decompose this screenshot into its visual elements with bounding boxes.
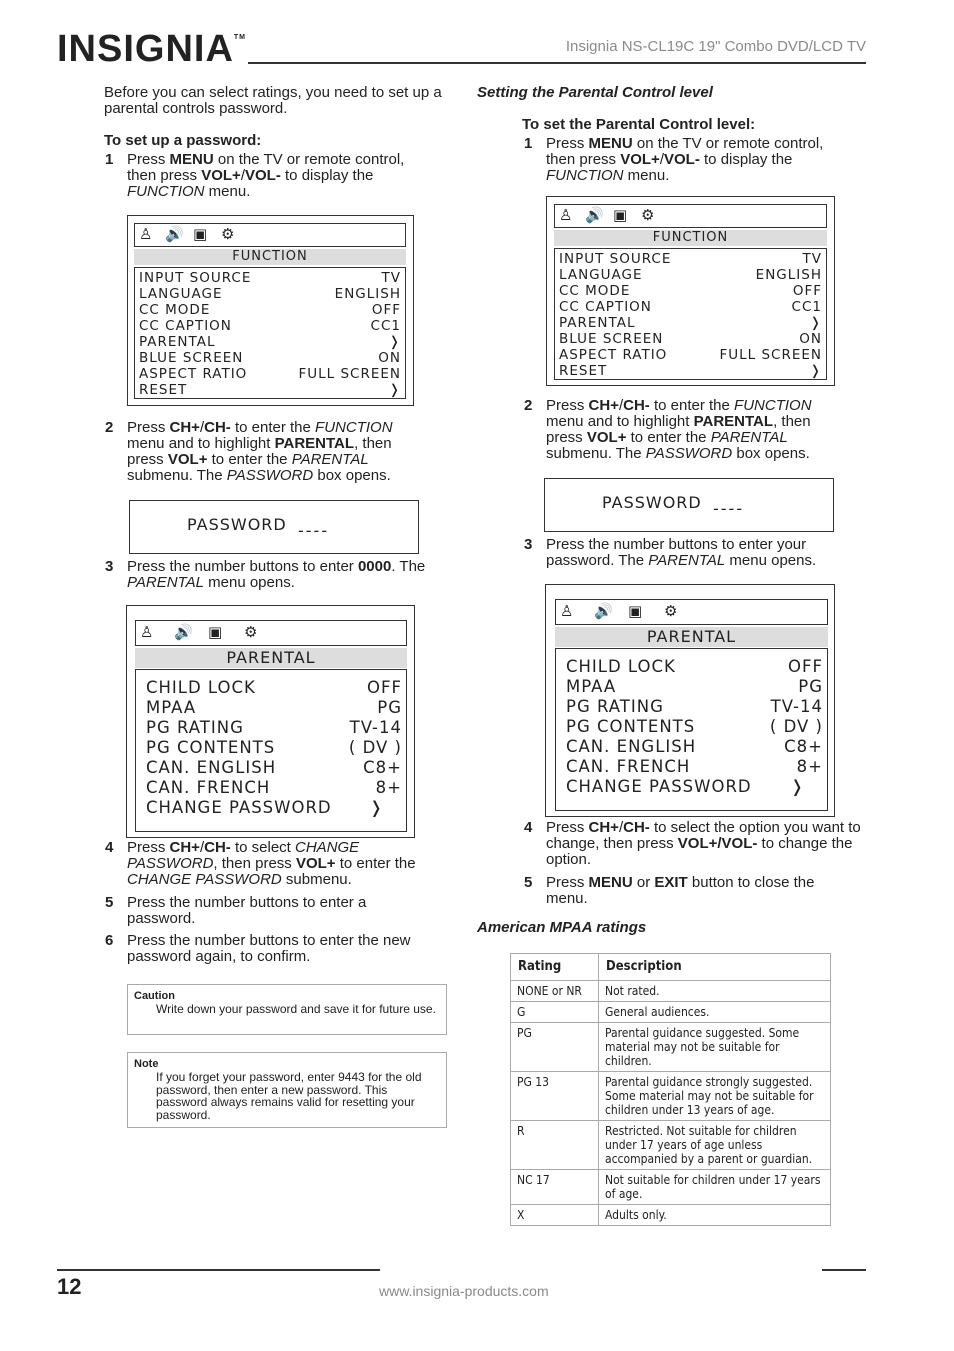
caution-box: Caution Write down your password and save it for future use.	[127, 984, 447, 1035]
password-subhead: To set up a password:	[104, 132, 262, 149]
rating-cell: G	[511, 1002, 599, 1023]
chevron-right-icon: ❭	[790, 777, 805, 796]
description-cell: Not rated.	[599, 981, 831, 1002]
speaker-icon: 🔊	[165, 225, 184, 243]
table-row	[511, 981, 831, 1002]
table-row	[511, 1002, 831, 1023]
setup-icon: ⚙	[641, 206, 655, 224]
speaker-icon: 🔊	[585, 206, 604, 224]
person-icon: ♙	[559, 206, 573, 224]
table-row	[511, 1205, 831, 1226]
description-cell: Not suitable for children under 17 years of age.	[599, 1170, 831, 1205]
parental-menu-left	[126, 605, 415, 838]
parental-title: PARENTAL	[555, 627, 828, 647]
chevron-right-icon: ❭	[388, 334, 401, 350]
setup-icon: ⚙	[244, 623, 258, 641]
note-box: Note If you forget your password, enter 9443 for the old password, then enter a new password. This password always remains valid for resetting your password.	[127, 1052, 447, 1128]
menu-icon-bar	[555, 599, 828, 625]
menu-icon-bar	[135, 620, 407, 646]
table-row	[511, 1023, 831, 1072]
mpaa-ratings-table	[510, 953, 831, 1226]
chevron-right-icon: ❭	[369, 798, 384, 817]
person-icon: ♙	[139, 225, 153, 243]
speaker-icon: 🔊	[174, 623, 193, 641]
function-menu-right	[546, 196, 835, 386]
menu-icon-bar	[554, 204, 827, 228]
password-box-left[interactable]: PASSWORD ----	[129, 500, 419, 554]
rating-cell: PG	[511, 1023, 599, 1072]
col-header-rating: Rating	[511, 954, 599, 981]
description-cell: Restricted. Not suitable for children under 17 years of age unless accompanied by a parent or guardian.	[599, 1121, 831, 1170]
function-title: FUNCTION	[134, 249, 406, 265]
rating-cell: PG 13	[511, 1072, 599, 1121]
function-title: FUNCTION	[554, 230, 827, 246]
parental-level-heading: Setting the Parental Control level	[477, 84, 713, 101]
rating-cell: X	[511, 1205, 599, 1226]
table-row	[511, 1072, 831, 1121]
rating-cell: NC 17	[511, 1170, 599, 1205]
picture-icon: ▣	[208, 623, 223, 641]
menu-icon-bar	[134, 223, 406, 247]
description-cell: Adults only.	[599, 1205, 831, 1226]
intro-text: Before you can select ratings, you need to set up a parental controls password.	[104, 84, 442, 117]
parental-title: PARENTAL	[135, 648, 407, 668]
picture-icon: ▣	[193, 225, 208, 243]
picture-icon: ▣	[628, 602, 643, 620]
parental-list: CHILD LOCK OFF MPAA PG PG RATING TV-14 PG CONTENTS ( DV ) CAN. ENGLISH C8+ CAN. FRENCH 8+ CHANGE PASSWORD ❭	[135, 669, 407, 832]
chevron-right-icon: ❭	[809, 363, 822, 379]
description-cell: Parental guidance strongly suggested. Some material may not be suitable for children under 13 years of age.	[599, 1072, 831, 1121]
footer-url[interactable]: www.insignia-products.com	[379, 1283, 549, 1299]
mpaa-heading: American MPAA ratings	[477, 919, 647, 936]
page-number: 12	[57, 1274, 82, 1299]
function-menu-left	[127, 215, 414, 406]
parental-level-subhead: To set the Parental Control level:	[522, 116, 756, 133]
description-cell: General audiences.	[599, 1002, 831, 1023]
table-row	[511, 1121, 831, 1170]
function-list: INPUT SOURCE TV LANGUAGE ENGLISH CC MODE OFF CC CAPTION CC1 PARENTAL ❭ BLUE SCREEN ON ASPECT RATIO FULL SCREEN RESET ❭	[554, 248, 827, 380]
chevron-right-icon: ❭	[388, 382, 401, 398]
rating-cell: R	[511, 1121, 599, 1170]
table-row	[511, 1170, 831, 1205]
rating-cell: NONE or NR	[511, 981, 599, 1002]
table-header-row	[511, 954, 831, 981]
chevron-right-icon: ❭	[809, 315, 822, 331]
setup-icon: ⚙	[221, 225, 235, 243]
header-rule	[248, 62, 866, 64]
person-icon: ♙	[140, 623, 154, 641]
col-header-description: Description	[599, 954, 831, 981]
function-list: INPUT SOURCE TV LANGUAGE ENGLISH CC MODE OFF CC CAPTION CC1 PARENTAL ❭ BLUE SCREEN ON ASPECT RATIO FULL SCREEN RESET ❭	[134, 267, 406, 399]
insignia-logo: INSIGNIA™	[57, 28, 247, 70]
footer-rule	[57, 1269, 380, 1271]
doc-title: Insignia NS-CL19C 19" Combo DVD/LCD TV	[565, 38, 866, 55]
person-icon: ♙	[560, 602, 574, 620]
description-cell: Parental guidance suggested. Some material may not be suitable for children.	[599, 1023, 831, 1072]
parental-list: CHILD LOCK OFF MPAA PG PG RATING TV-14 PG CONTENTS ( DV ) CAN. ENGLISH C8+ CAN. FRENCH 8+ CHANGE PASSWORD ❭	[555, 648, 828, 811]
setup-icon: ⚙	[664, 602, 678, 620]
password-box-right[interactable]: PASSWORD ----	[544, 478, 834, 532]
speaker-icon: 🔊	[594, 602, 613, 620]
footer-rule-right	[822, 1269, 866, 1271]
parental-menu-right	[545, 584, 835, 817]
picture-icon: ▣	[613, 206, 628, 224]
